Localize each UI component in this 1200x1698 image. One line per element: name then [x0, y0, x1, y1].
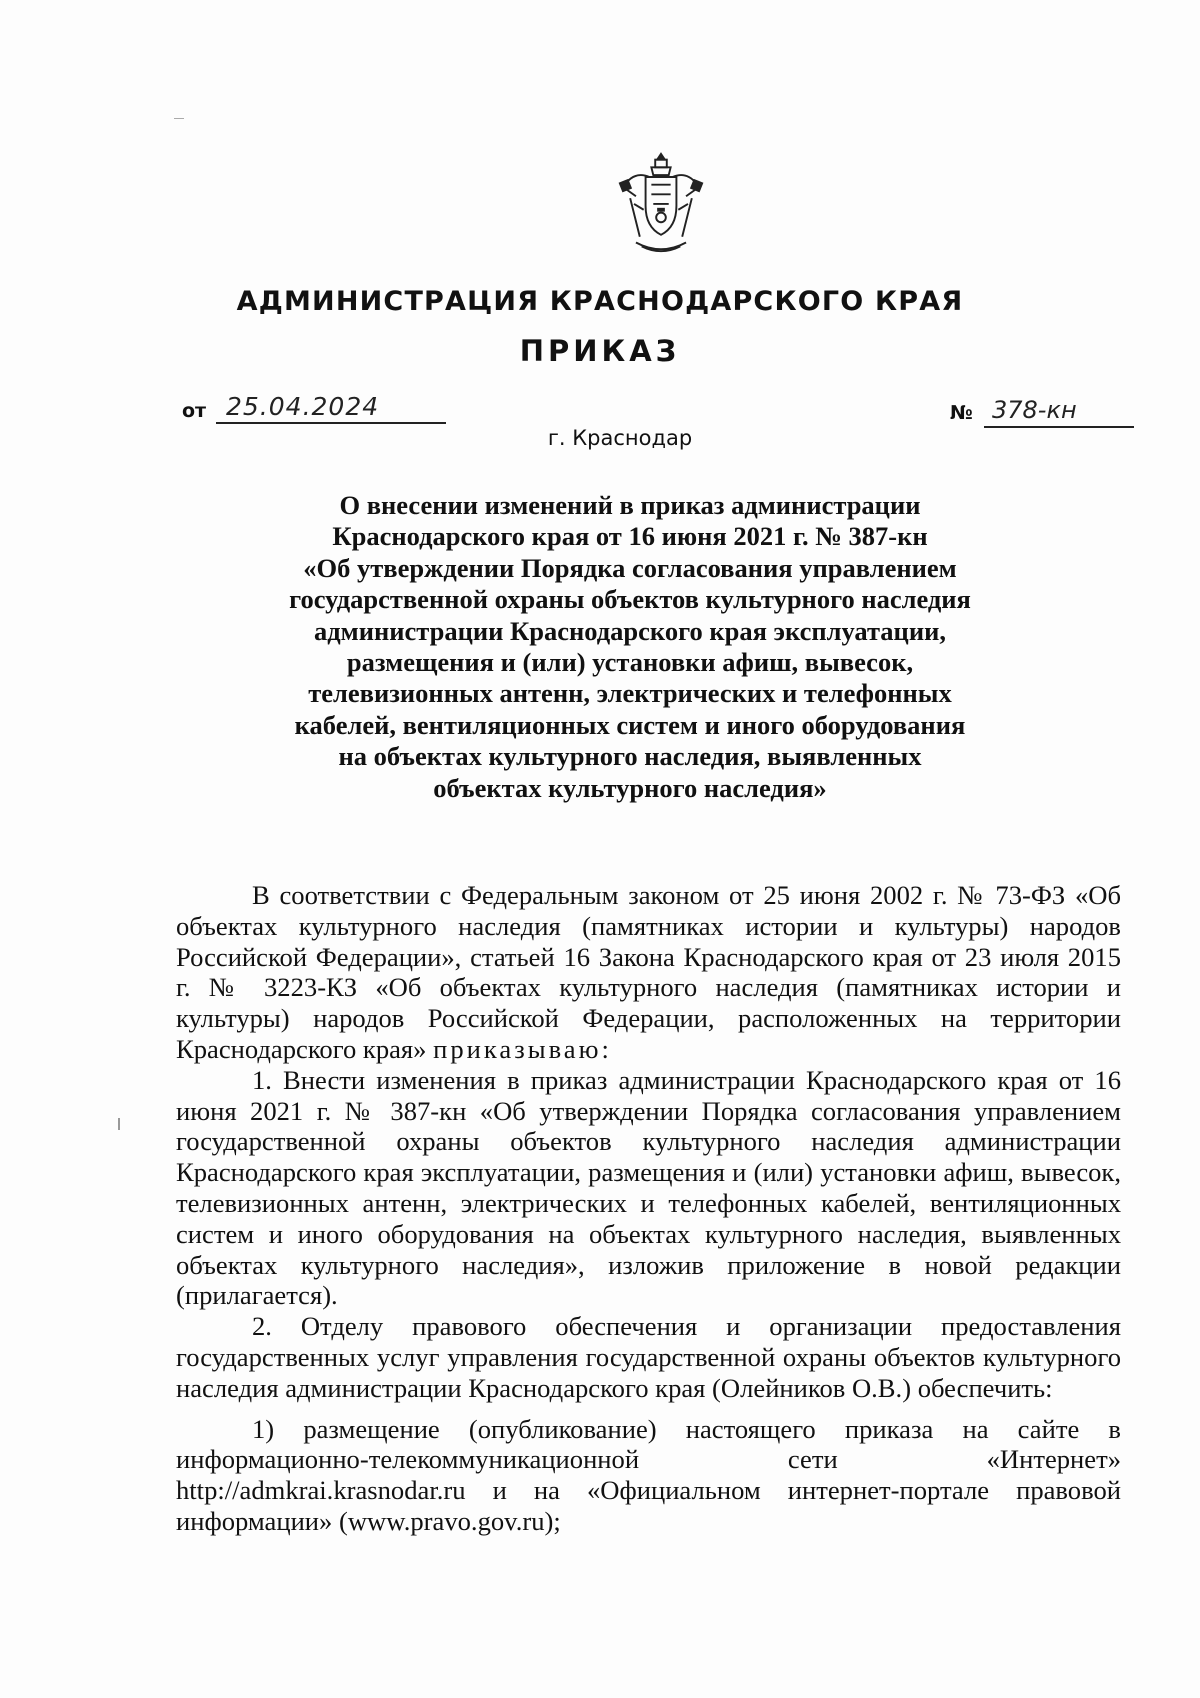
- scan-mark: [174, 118, 184, 119]
- document-type: ПРИКАЗ: [519, 334, 681, 368]
- title-line: размещения и (или) установки афиш, вывесок,: [346, 647, 914, 678]
- title-line: Краснодарского края от 16 июня 2021 г. № 387-кн: [332, 521, 928, 552]
- preamble-paragraph: [176, 880, 1121, 1065]
- number-handwritten: 378-кн: [992, 396, 1077, 424]
- item-2-paragraph: 2. Отделу правового обеспечения и организации предоставления государственных услуг управления государственной охраны объектов культурного наследия администрации Краснодарского края (Олейников О.В.) обеспечить:: [176, 1311, 1121, 1403]
- title-line: телевизионных антенн, электрических и телефонных: [308, 678, 952, 709]
- paragraph-gap: [176, 1404, 1121, 1414]
- number-prefix: №: [950, 402, 973, 424]
- date-prefix: от: [182, 400, 207, 422]
- date-handwritten: 25.04.2024: [226, 392, 380, 421]
- item-1-paragraph: 1. Внести изменения в приказ администрации Краснодарского края от 16 июня 2021 г. № 387-кн «Об утверждении Порядка согласования управлением государственной охраны объектов культурного наследия администрации Краснодарского края эксплуатации, размещения и (или) установки афиш, вывесок, телевизионных антенн, электрических и телефонных кабелей, вентиляционных систем и иного оборудования на объектах культурного наследия, выявленных объектах культурного наследия», изложив приложение в новой редакции (прилагается).: [176, 1064, 1121, 1311]
- document-body: [176, 880, 1121, 1537]
- date-underline: [216, 422, 446, 424]
- title-line: государственной охраны объектов культурного наследия: [289, 584, 971, 615]
- title-line: администрации Краснодарского края эксплуатации,: [314, 615, 946, 646]
- city: г. Краснодар: [547, 426, 693, 450]
- title-line: объектах культурного наследия»: [433, 772, 827, 803]
- coat-of-arms-icon: [612, 150, 710, 256]
- item-2-1-paragraph: 1) размещение (опубликование) настоящего приказа на сайте в информационно-телекоммуникационной сети «Интернет» http://admkrai.krasnodar.ru и на «Официальном интернет-портале правовой информации» (www.pravo.gov.ru);: [176, 1413, 1121, 1536]
- title-line: на объектах культурного наследия, выявленных: [338, 741, 922, 772]
- title-line: «Об утверждении Порядка согласования управлением: [303, 552, 957, 583]
- title-line: кабелей, вентиляционных систем и иного оборудования: [294, 709, 966, 740]
- order-word: приказываю:: [433, 1033, 612, 1064]
- scan-mark: [118, 1118, 120, 1130]
- title-line: О внесении изменений в приказ администрации: [339, 490, 921, 520]
- preamble-text: В соответствии с Федеральным законом от 25 июня 2002 г. № 73-ФЗ «Об объектах культурного наследия (памятниках истории и культуры) народов Российской Федерации», статьей 16 Закона Краснодарского края от 23 июля 2015 г. № 3223-КЗ «Об объектах культурного наследия (памятниках истории и культуры) народов Российской Федерации, расположенных на территории Краснодарского края»: [176, 880, 1121, 1064]
- organization-name: АДМИНИСТРАЦИЯ КРАСНОДАРСКОГО КРАЯ: [236, 286, 964, 317]
- document-title: [230, 490, 1030, 804]
